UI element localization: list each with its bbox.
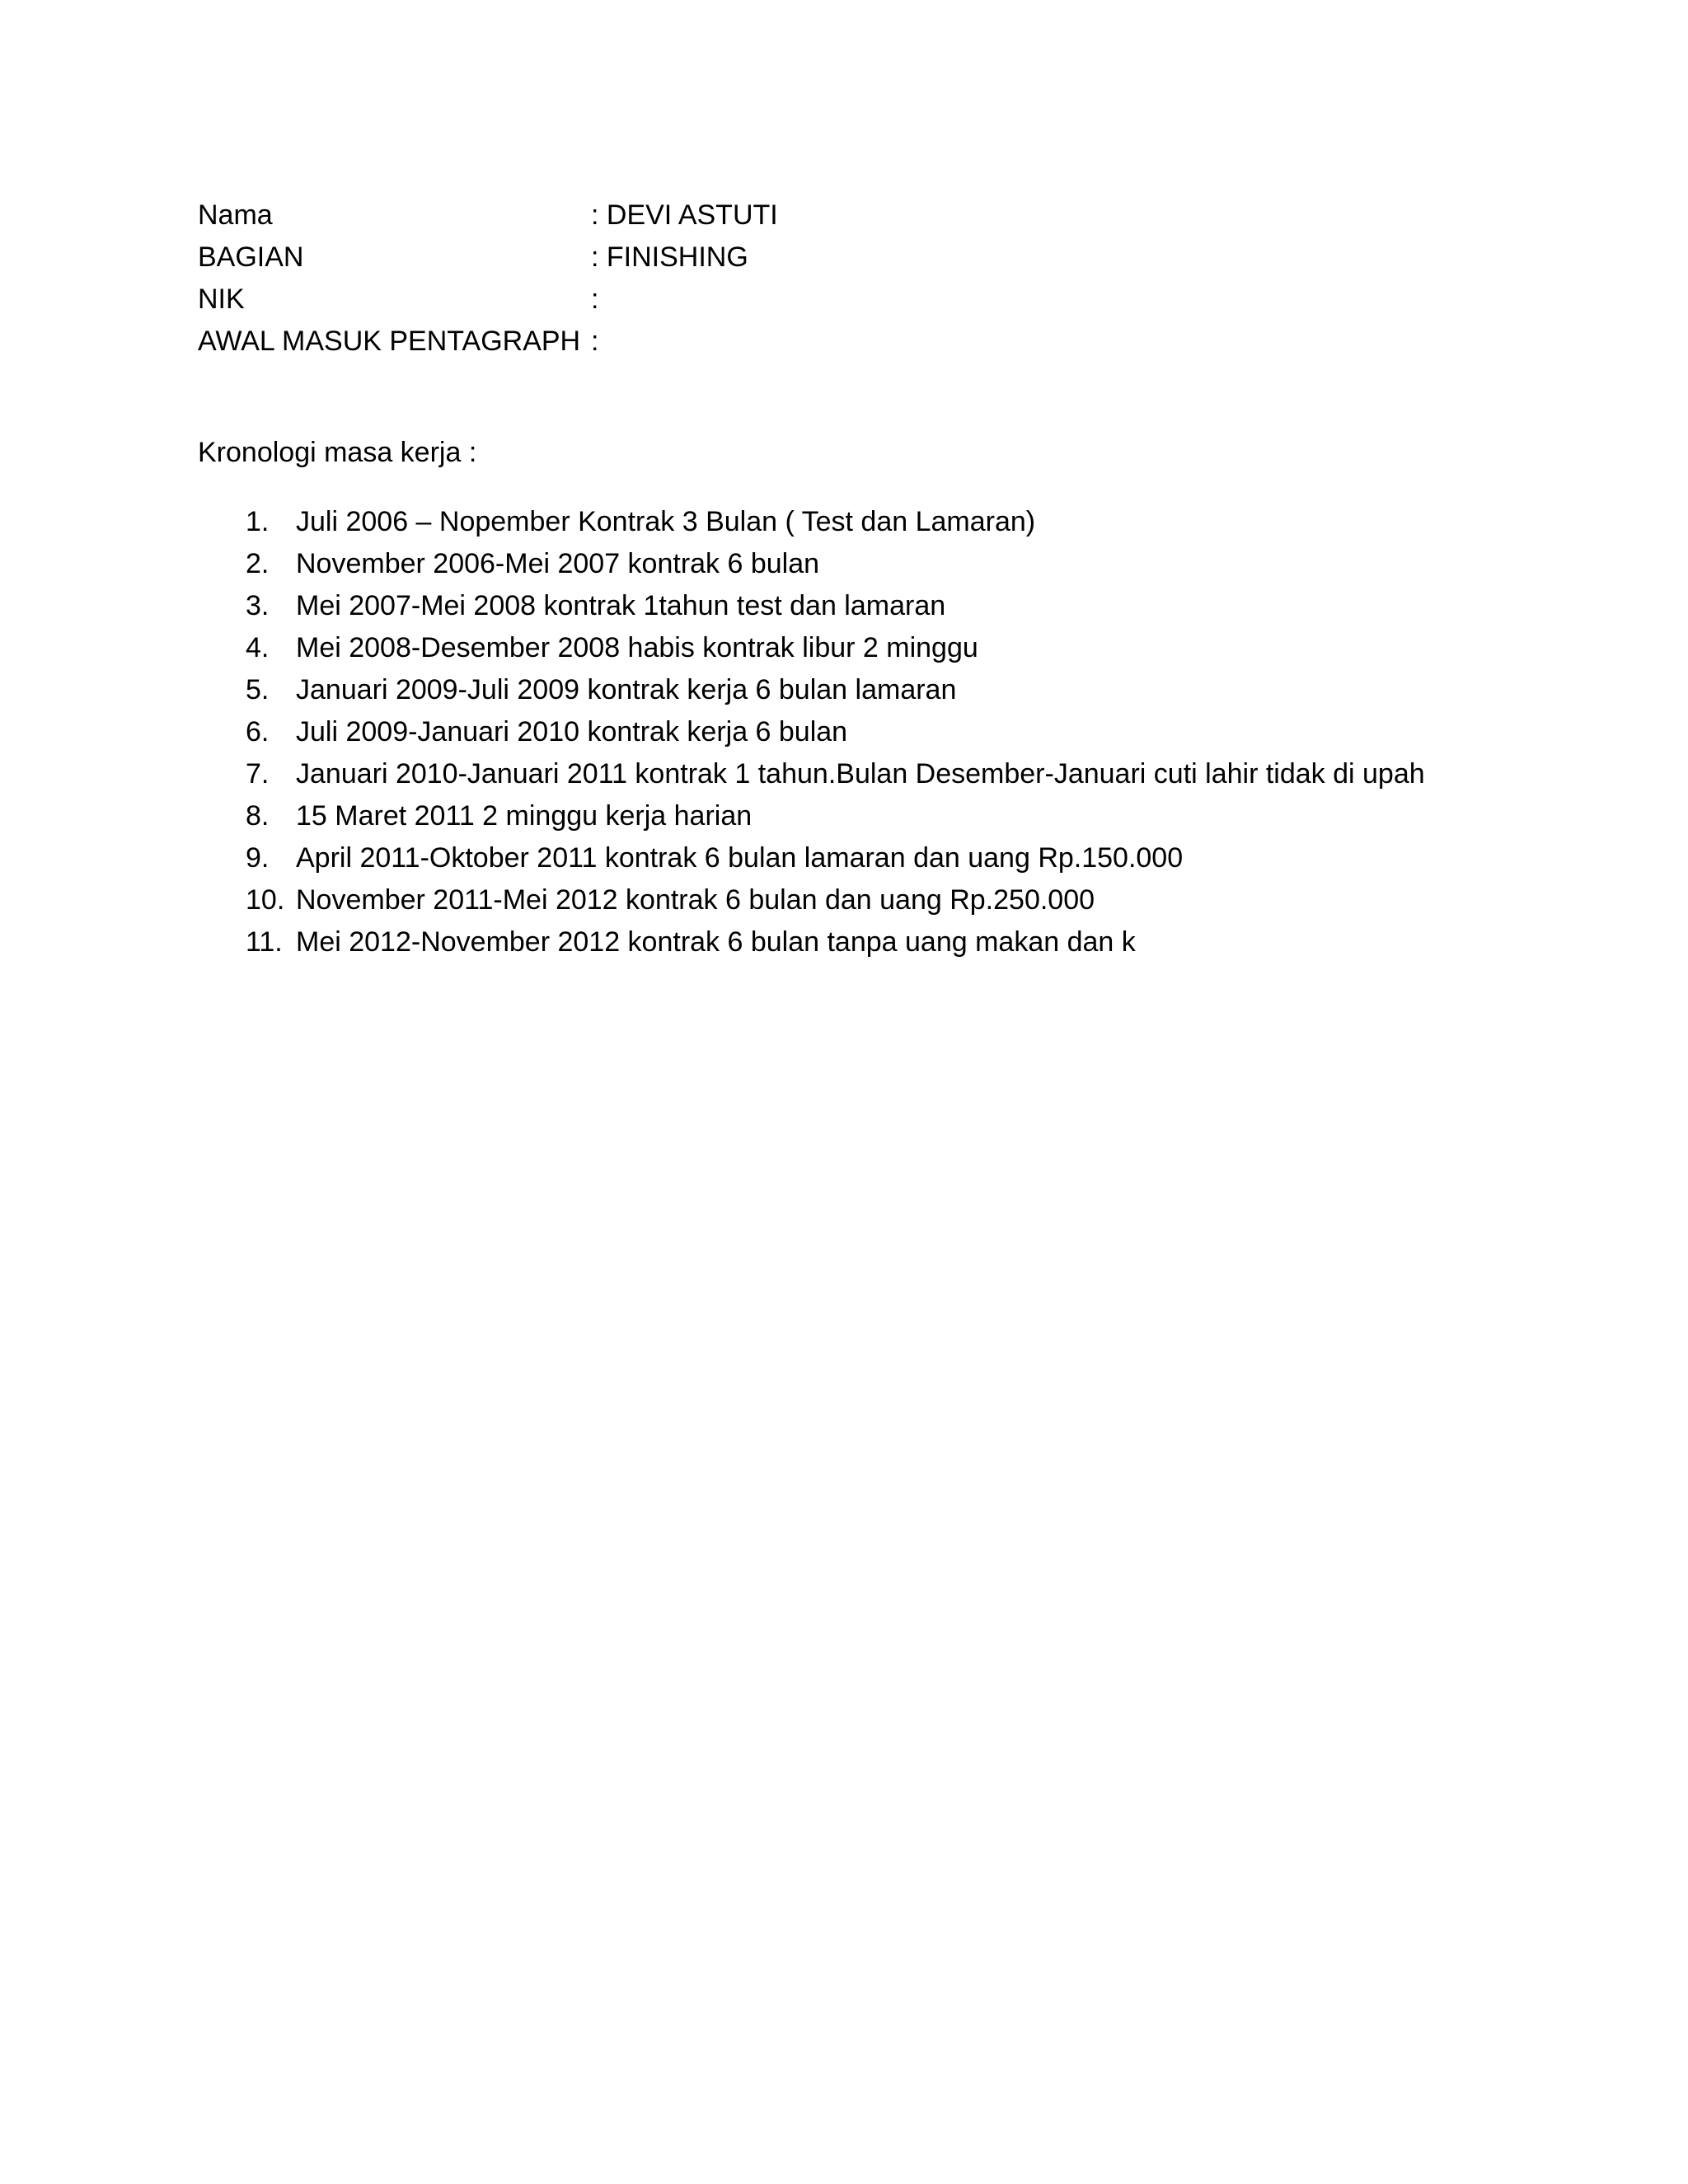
employee-info-table <box>198 194 1517 363</box>
list-item-text: Mei 2012-November 2012 kontrak 6 bulan tanpa uang makan dan k <box>296 926 1136 958</box>
list-item <box>198 627 1517 669</box>
list-item <box>198 501 1517 543</box>
list-item <box>198 879 1517 921</box>
list-item-number: 8. <box>246 800 270 832</box>
list-item-text: November 2006-Mei 2007 kontrak 6 bulan <box>296 548 820 579</box>
info-value-awal-masuk: : <box>591 326 599 357</box>
list-item-text: Januari 2010-Januari 2011 kontrak 1 tahun.Bulan Desember-Januari cuti lahir tidak di upah <box>296 758 1425 790</box>
list-item-number: 4. <box>246 632 270 663</box>
list-item-text: Juli 2006 – Nopember Kontrak 3 Bulan ( Test dan Lamaran) <box>296 506 1036 537</box>
list-item-number: 1. <box>246 506 270 537</box>
list-item-text: Mei 2007-Mei 2008 kontrak 1tahun test dan lamaran <box>296 590 946 621</box>
list-item-text: Mei 2008-Desember 2008 habis kontrak libur 2 minggu <box>296 632 978 663</box>
info-value-nama: : DEVI ASTUTI <box>591 199 778 231</box>
list-item-number: 7. <box>246 758 270 790</box>
info-label-bagian: BAGIAN <box>198 241 304 273</box>
info-value-nik: : <box>591 284 599 315</box>
list-item-text: April 2011-Oktober 2011 kontrak 6 bulan lamaran dan uang Rp.150.000 <box>296 842 1184 874</box>
list-item <box>198 837 1517 879</box>
list-item <box>198 585 1517 627</box>
list-item <box>198 795 1517 837</box>
list-item <box>198 753 1517 795</box>
info-label-awal-masuk: AWAL MASUK PENTAGRAPH <box>198 326 581 357</box>
list-item-number: 11. <box>246 926 283 958</box>
chronology-list <box>198 501 1517 963</box>
list-item-number: 3. <box>246 590 270 621</box>
info-label-nama: Nama <box>198 199 273 231</box>
list-item-number: 10. <box>246 884 285 916</box>
document-content <box>198 194 1517 991</box>
info-label-nik: NIK <box>198 284 245 315</box>
list-item <box>198 543 1517 585</box>
list-item-text: November 2011-Mei 2012 kontrak 6 bulan dan uang Rp.250.000 <box>296 884 1095 916</box>
list-item-text: Juli 2009-Januari 2010 kontrak kerja 6 bulan <box>296 716 848 748</box>
list-item <box>198 921 1517 963</box>
list-item-number: 5. <box>246 674 270 705</box>
chronology-heading: Kronologi masa kerja : <box>198 437 477 468</box>
list-item-number: 9. <box>246 842 270 874</box>
list-item-text: Januari 2009-Juli 2009 kontrak kerja 6 bulan lamaran <box>296 674 957 705</box>
list-item <box>198 711 1517 753</box>
list-item <box>198 669 1517 711</box>
list-item-text: 15 Maret 2011 2 minggu kerja harian <box>296 800 753 832</box>
list-item-number: 2. <box>246 548 270 579</box>
list-item-number: 6. <box>246 716 270 748</box>
info-value-bagian: : FINISHING <box>591 241 748 273</box>
